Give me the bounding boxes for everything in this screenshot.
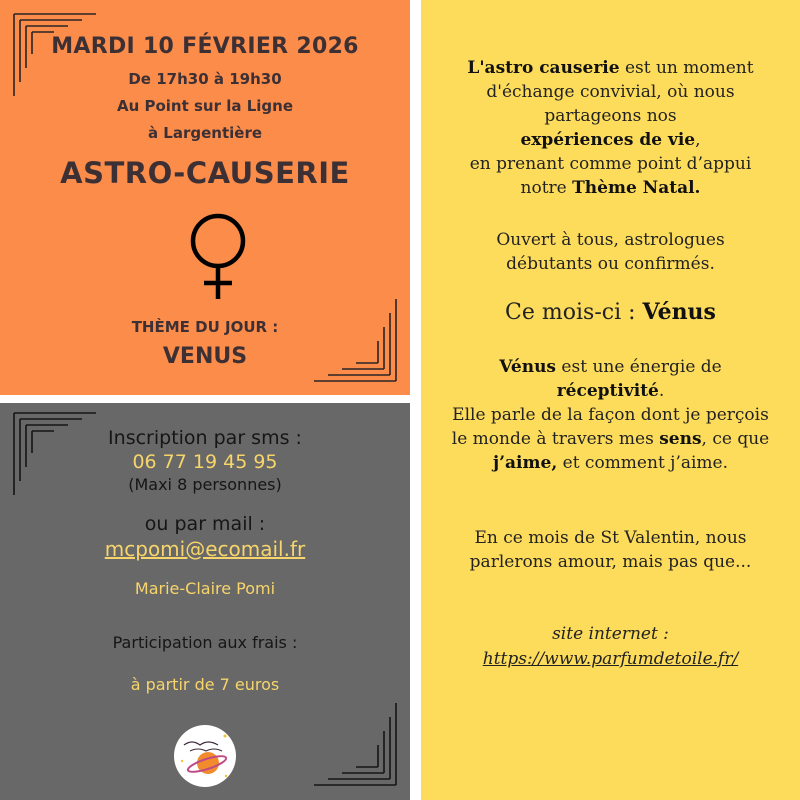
venus-text: le monde à travers mes xyxy=(451,429,660,449)
event-title: ASTRO-CAUSERIE xyxy=(60,156,350,190)
month-label: Ce mois-ci : xyxy=(505,300,643,325)
venus-line: Elle parle de la façon dont je perçois xyxy=(452,405,769,425)
event-time: De 17h30 à 19h30 xyxy=(128,70,282,88)
fee-label: Participation aux frais : xyxy=(112,633,298,652)
venus-text: , ce que xyxy=(701,429,770,449)
contact-panel xyxy=(0,403,410,800)
aime-strong: j’aime, xyxy=(492,453,558,473)
corner-ornament-bottom-right xyxy=(312,297,398,383)
fee-value: à partir de 7 euros xyxy=(130,675,280,694)
event-panel xyxy=(0,0,410,395)
max-participants-note: (Maxi 8 personnes) xyxy=(128,475,282,494)
venus-symbol-icon xyxy=(186,211,250,301)
audience-line: Ouvert à tous, astrologues xyxy=(496,230,725,250)
venus-strong: Vénus xyxy=(499,357,557,377)
mail-label: ou par mail : xyxy=(144,513,266,535)
audience-line: débutants ou confirmés. xyxy=(506,254,715,274)
intro-text: notre xyxy=(520,178,573,198)
intro-line: d'échange convivial, où nous xyxy=(486,82,735,102)
email-link[interactable]: mcpomi@ecomail.fr xyxy=(104,537,306,561)
intro-strong-astro: L'astro causerie xyxy=(467,58,620,78)
valentine-paragraph xyxy=(421,526,800,574)
sms-label: Inscription par sms : xyxy=(108,427,302,449)
intro-line: partageons nos xyxy=(544,106,677,126)
intro-line: en prenant comme point d’appui xyxy=(469,154,752,174)
intro-text: est un moment xyxy=(619,58,754,78)
valentine-line: En ce mois de St Valentin, nous xyxy=(474,528,747,548)
month-heading xyxy=(421,299,800,325)
intro-strong-experiences: expériences de vie xyxy=(520,130,696,150)
intro-strong-theme-natal: Thème Natal. xyxy=(572,178,701,198)
description-panel xyxy=(421,0,800,800)
event-date: MARDI 10 FÉVRIER 2026 xyxy=(51,34,359,59)
venus-text: est une énergie de xyxy=(556,357,722,377)
intro-text: , xyxy=(695,130,701,150)
site-link[interactable]: https://www.parfumdetoile.fr/ xyxy=(482,649,739,669)
sens-strong: sens xyxy=(659,429,702,449)
venus-text: . xyxy=(658,381,665,401)
receptivite-strong: réceptivité xyxy=(556,381,659,401)
theme-value: VENUS xyxy=(162,344,248,369)
organizer-name: Marie-Claire Pomi xyxy=(134,579,276,598)
phone-number[interactable]: 06 77 19 45 95 xyxy=(132,451,278,473)
event-place: Au Point sur la Ligne xyxy=(116,97,294,115)
venus-text: et comment j’aime. xyxy=(557,453,729,473)
corner-ornament-bottom-right xyxy=(312,701,398,787)
month-value: Vénus xyxy=(642,299,716,325)
valentine-line: parlerons amour, mais pas que... xyxy=(469,552,752,572)
event-town: à Largentière xyxy=(147,124,263,142)
theme-label: THÈME DU JOUR : xyxy=(131,318,279,336)
venus-paragraph xyxy=(421,355,800,475)
parfum-d-etoile-logo xyxy=(170,721,240,791)
intro-paragraph xyxy=(421,56,800,200)
audience-paragraph xyxy=(421,228,800,276)
site-label: site internet : xyxy=(552,624,669,644)
